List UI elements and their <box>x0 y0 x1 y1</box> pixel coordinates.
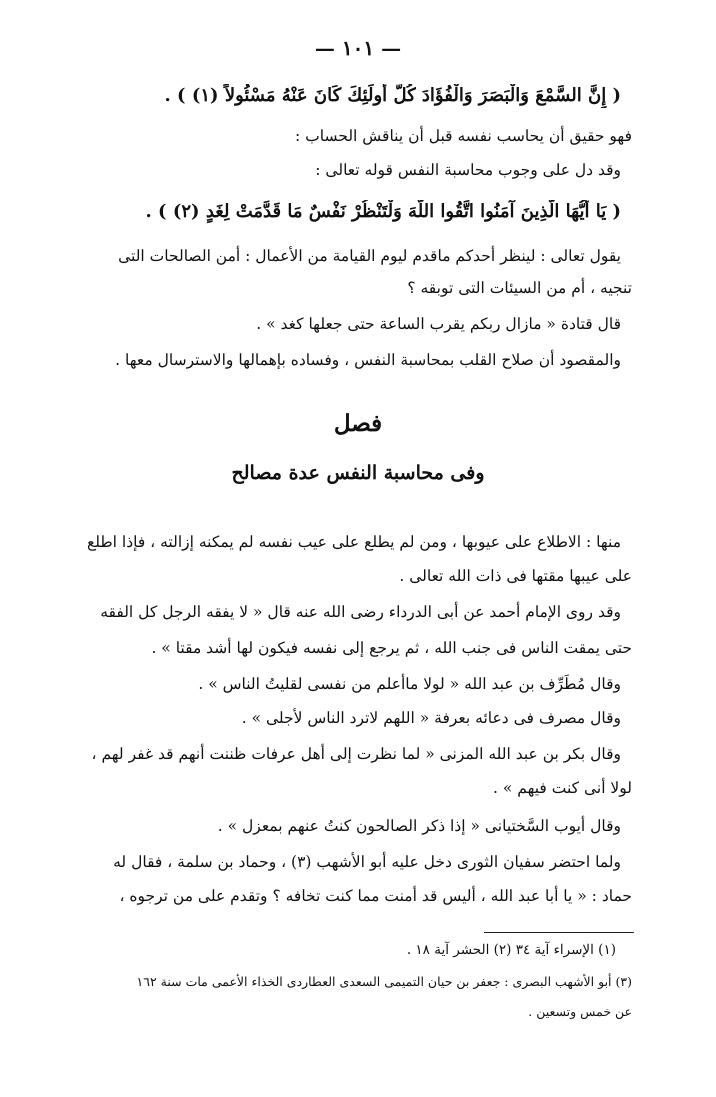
text-line: وقد روى الإمام أحمد عن أبى الدرداء رضى الله عنه قال « لا يفقه الرجل كل الفقه <box>100 603 621 621</box>
text-line: وقال أيوب السَّختيانى « إذا ذكر الصالحون كنتُ عنهم بمعزل » . <box>217 817 621 835</box>
text-line: ولما احتضر سفيان الثورى دخل عليه أبو الأشهب (٣) ، وحماد بن سلمة ، فقال له <box>113 853 621 871</box>
text-line: تنجيه ، أم من السيئات التى توبقه ؟ <box>407 279 632 297</box>
quran-verse-line: ( يَا أَيُّهَا الَّذِينَ آمَنُوا اتَّقُوا اللَّهَ وَلْتَنْظُرْ نَفْسٌ مَا قَدَّمَتْ لِغَدٍ (٢) ) . <box>145 201 621 222</box>
text-line: وقال بكر بن عبد الله المزنى « لما نظرت إلى أهل عرفات ظننت أنهم قد غفر لهم ، <box>91 745 621 763</box>
text-line: وقد دل على وجوب محاسبة النفس قوله تعالى : <box>315 161 621 179</box>
section-subheading: وفى محاسبة النفس عدة مصالح <box>231 462 485 484</box>
text-line: حماد : « يا أبا عبد الله ، أليس قد أمنت مما كنت تخافه ؟ وتقدم على من ترجوه ، <box>119 887 632 905</box>
text-line: وقال مصرف فى دعائه بعرفة « اللهم لاترد الناس لأجلى » . <box>241 709 621 727</box>
text-line: حتى يمقت الناس فى جنب الله ، ثم يرجع إلى نفسه فيكون لها أشد مقتا » . <box>151 639 632 657</box>
footnote-separator <box>484 932 634 933</box>
text-line: منها : الاطلاع على عيوبها ، ومن لم يطلع على عيب نفسه لم يمكنه إزالته ، فإذا اطلع <box>86 533 621 551</box>
text-line: قال قتادة « مازال ربكم يقرب الساعة حتى جعلها كغد » . <box>256 315 621 333</box>
text-line: فهو حقيق أن يحاسب نفسه قبل أن يناقش الحساب : <box>295 127 632 145</box>
section-heading: فصل <box>333 410 383 437</box>
footnote: عن خمس وتسعين . <box>528 1004 632 1019</box>
text-line: لولا أنى كنت فيهم » . <box>493 779 632 797</box>
text-line: والمقصود أن صلاح القلب بمحاسبة النفس ، وفساده بإهمالها والاسترسال معها . <box>115 351 621 369</box>
page-number: — ١٠١ — <box>314 36 402 60</box>
footnote: (٣) أبو الأشهب البصرى : جعفر بن حيان التميمى السعدى العطاردى الخذاء الأعمى مات سنة ١٦٢ <box>136 974 632 989</box>
text-line: وقال مُطَرِّف بن عبد الله « لولا ماأعلم من نفسى لقليتُ الناس » . <box>198 675 621 693</box>
quran-verse-line: ( إِنَّ السَّمْعَ وَالْبَصَرَ وَالْفُؤَادَ كُلُّ أُولَئِكَ كَانَ عَنْهُ مَسْئُولاً (١) ) . <box>164 85 621 106</box>
text-line: يقول تعالى : لينظر أحدكم ماقدم ليوم القيامة من الأعمال : أمن الصالحات التى <box>118 247 621 265</box>
footnote: (١) الإسراء آية ٣٤ (٢) الحشر آية ١٨ . <box>406 942 616 958</box>
text-line: على عيبها مقتها فى ذات الله تعالى . <box>399 567 632 585</box>
